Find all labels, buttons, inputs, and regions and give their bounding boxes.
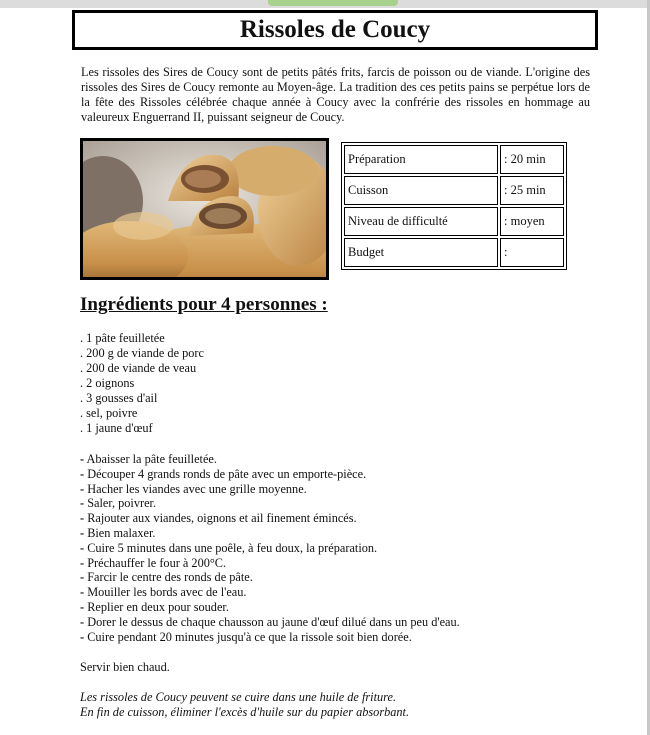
step-item [80, 556, 460, 571]
step-text: Replier en deux pour souder. [87, 599, 229, 614]
step-item [80, 511, 460, 526]
steps-list [80, 452, 460, 644]
step-item [80, 496, 460, 511]
step-text: Saler, poivrer. [87, 496, 157, 511]
rissoles-photo [80, 138, 329, 280]
tip-line: Les rissoles de Coucy peuvent se cuire dans une huile de friture. [80, 690, 397, 704]
info-label: Niveau de difficulté [344, 207, 498, 236]
recipe-title: Rissoles de Coucy [239, 16, 431, 43]
step-item [80, 452, 460, 467]
step-bullet: - [80, 555, 85, 570]
step-item [80, 615, 460, 630]
info-value: : [500, 238, 564, 267]
intro-paragraph: Les rissoles des Sires de Coucy sont de petits pâtés frits, farcis de poisson ou de viande. L'origine des rissoles des Sires de Coucy remonte au Moyen-âge. La tradition des ces petits pains se perpétue lors de la fête des Rissoles célébrée chaque année à Coucy avec la confrérie des rissoles en hommage au valeureux Enguerrand II, puissant seigneur de Coucy. [81, 65, 590, 124]
viewer-tab-indicator [268, 0, 398, 6]
step-text: Cuire pendant 20 minutes jusqu'à ce que la rissole soit bien dorée. [87, 629, 412, 644]
info-value: : 20 min [500, 145, 564, 174]
step-bullet: - [80, 614, 85, 629]
ingredient-item: . 1 jaune d'œuf [80, 421, 153, 435]
step-item [80, 600, 460, 615]
ingredient-item: . 1 pâte feuilletée [80, 331, 165, 345]
step-text: Hacher les viandes avec une grille moyenne. [87, 481, 307, 496]
step-text: Préchauffer le four à 200°C. [87, 555, 227, 570]
ingredients-list [80, 331, 204, 436]
info-row-budget [344, 238, 564, 267]
step-bullet: - [80, 466, 85, 481]
ingredient-item: . 2 oignons [80, 376, 135, 390]
step-bullet: - [80, 570, 85, 585]
tip-line: En fin de cuisson, éliminer l'excès d'huile sur du papier absorbant. [80, 705, 410, 719]
step-text: Bien malaxer. [87, 525, 156, 540]
step-item [80, 526, 460, 541]
step-item [80, 585, 460, 600]
ingredients-heading: Ingrédients pour 4 personnes : [80, 294, 328, 315]
step-text: Mouiller les bords avec de l'eau. [87, 585, 247, 600]
step-text: Découper 4 grands ronds de pâte avec un emporte-pièce. [87, 466, 367, 481]
title-box [72, 10, 598, 50]
info-value: : moyen [500, 207, 564, 236]
recipe-info-table [341, 142, 567, 270]
step-bullet: - [80, 599, 85, 614]
step-bullet: - [80, 511, 85, 526]
step-text: Abaisser la pâte feuilletée. [86, 452, 217, 466]
info-row-difficulte [344, 207, 564, 236]
ingredient-item: . sel, poivre [80, 406, 138, 420]
info-label: Préparation [344, 145, 498, 174]
step-bullet: - [80, 481, 85, 496]
info-value: : 25 min [500, 176, 564, 205]
info-row-preparation [344, 145, 564, 174]
info-label: Budget [344, 238, 498, 267]
frying-tip [80, 690, 409, 720]
ingredient-item: . 3 gousses d'ail [80, 391, 158, 405]
info-label: Cuisson [344, 176, 498, 205]
step-text: Dorer le dessus de chaque chausson au jaune d'œuf dilué dans un peu d'eau. [87, 614, 460, 629]
rissoles-photo-illustration [83, 141, 326, 277]
step-item [80, 630, 460, 645]
step-item [80, 570, 460, 585]
ingredient-item: . 200 g de viande de porc [80, 346, 204, 360]
serving-note: Servir bien chaud. [80, 660, 170, 674]
ingredient-item: . 200 de viande de veau [80, 361, 197, 375]
step-text: Farcir le centre des ronds de pâte. [87, 570, 253, 585]
step-text: Cuire 5 minutes dans une poêle, à feu doux, la préparation. [87, 540, 378, 555]
step-item [80, 482, 460, 497]
step-bullet: - [80, 496, 85, 511]
step-bullet: - [80, 525, 85, 540]
step-bullet: - [80, 540, 85, 555]
step-text: Rajouter aux viandes, oignons et ail finement émincés. [87, 511, 357, 526]
step-item [80, 467, 460, 482]
step-item [80, 541, 460, 556]
info-row-cuisson [344, 176, 564, 205]
step-bullet: - [80, 629, 85, 644]
step-bullet: - [80, 585, 85, 600]
step-bullet: - [80, 452, 85, 466]
